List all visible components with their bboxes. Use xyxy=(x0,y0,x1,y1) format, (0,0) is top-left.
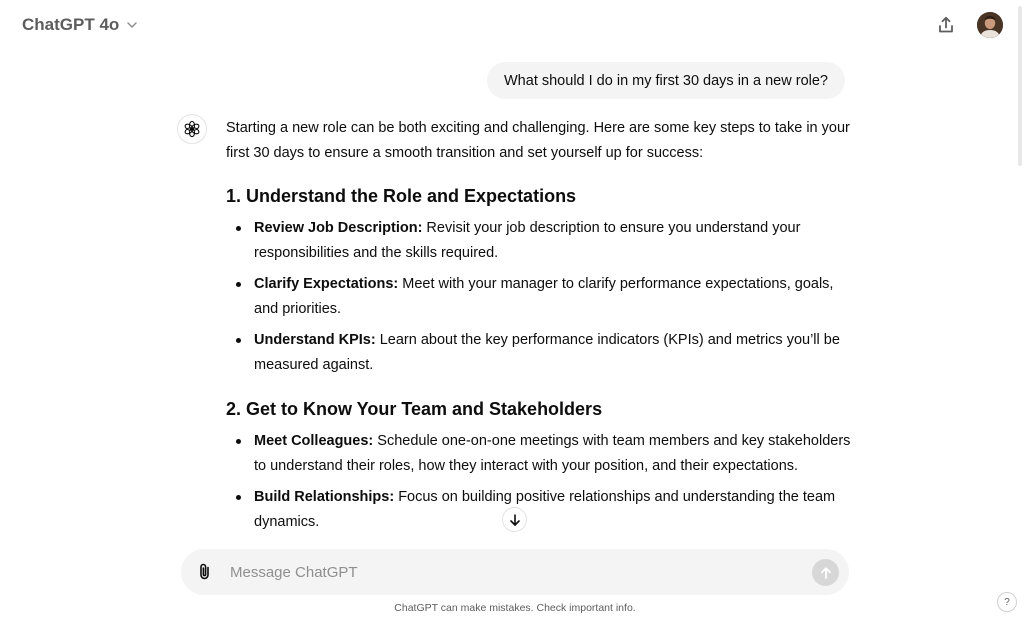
list-item xyxy=(226,216,851,265)
user-message-bubble xyxy=(487,62,845,99)
list-item-title: Clarify Expectations: xyxy=(254,276,399,292)
section-heading: 2. Get to Know Your Team and Stakeholders xyxy=(226,399,603,419)
answer-intro: Starting a new role can be both exciting and challenging. Here are some key steps to take in your first 30 days to ensure a smooth transition and set yourself up for success: xyxy=(226,120,850,161)
list-item xyxy=(226,429,851,478)
arrow-up-icon xyxy=(819,566,833,580)
scrollbar[interactable] xyxy=(1018,6,1022,166)
chevron-down-icon xyxy=(125,18,139,32)
scroll-to-bottom-button[interactable] xyxy=(502,507,527,532)
model-selector[interactable] xyxy=(14,10,147,40)
model-name: ChatGPT 4o xyxy=(22,15,120,34)
top-bar xyxy=(0,0,1024,50)
arrow-down-icon xyxy=(508,513,522,527)
message-composer xyxy=(181,549,849,595)
list-item-text: Learn about the key performance indicators (KPIs) and metrics you’ll be measured against. xyxy=(254,332,840,373)
assistant-message xyxy=(226,116,851,534)
list-item xyxy=(226,485,851,534)
bullet-list xyxy=(226,216,851,377)
paperclip-icon xyxy=(195,562,215,582)
list-item-text: Revisit your job description to ensure you understand your responsibilities and the skills required. xyxy=(254,220,801,261)
share-icon xyxy=(936,15,956,35)
send-button[interactable] xyxy=(812,559,839,586)
list-item-text: Schedule one-on-one meetings with team members and key stakeholders to understand their roles, how they interact with your position, and their expectations. xyxy=(254,433,851,474)
attach-button[interactable] xyxy=(193,560,217,584)
help-button[interactable]: ? xyxy=(997,592,1017,612)
disclaimer-text: ChatGPT can make mistakes. Check important info. xyxy=(394,602,636,614)
section-heading: 1. Understand the Role and Expectations xyxy=(226,186,577,206)
message-input[interactable] xyxy=(228,557,798,587)
list-item-title: Review Job Description: xyxy=(254,220,423,236)
bullet-list xyxy=(226,429,851,534)
list-item-title: Build Relationships: xyxy=(254,489,395,505)
share-button[interactable] xyxy=(932,11,960,39)
list-item-title: Understand KPIs: xyxy=(254,332,376,348)
user-avatar[interactable] xyxy=(977,12,1003,38)
user-message-text: What should I do in my first 30 days in a new role? xyxy=(504,72,828,89)
list-item-title: Meet Colleagues: xyxy=(254,433,374,449)
list-item-text: Focus on building positive relationships and understanding the team dynamics. xyxy=(254,489,836,530)
list-item-text: Meet with your manager to clarify performance expectations, goals, and priorities. xyxy=(254,276,834,317)
list-item xyxy=(226,272,851,321)
openai-logo-icon xyxy=(177,114,207,144)
list-item xyxy=(226,328,851,377)
